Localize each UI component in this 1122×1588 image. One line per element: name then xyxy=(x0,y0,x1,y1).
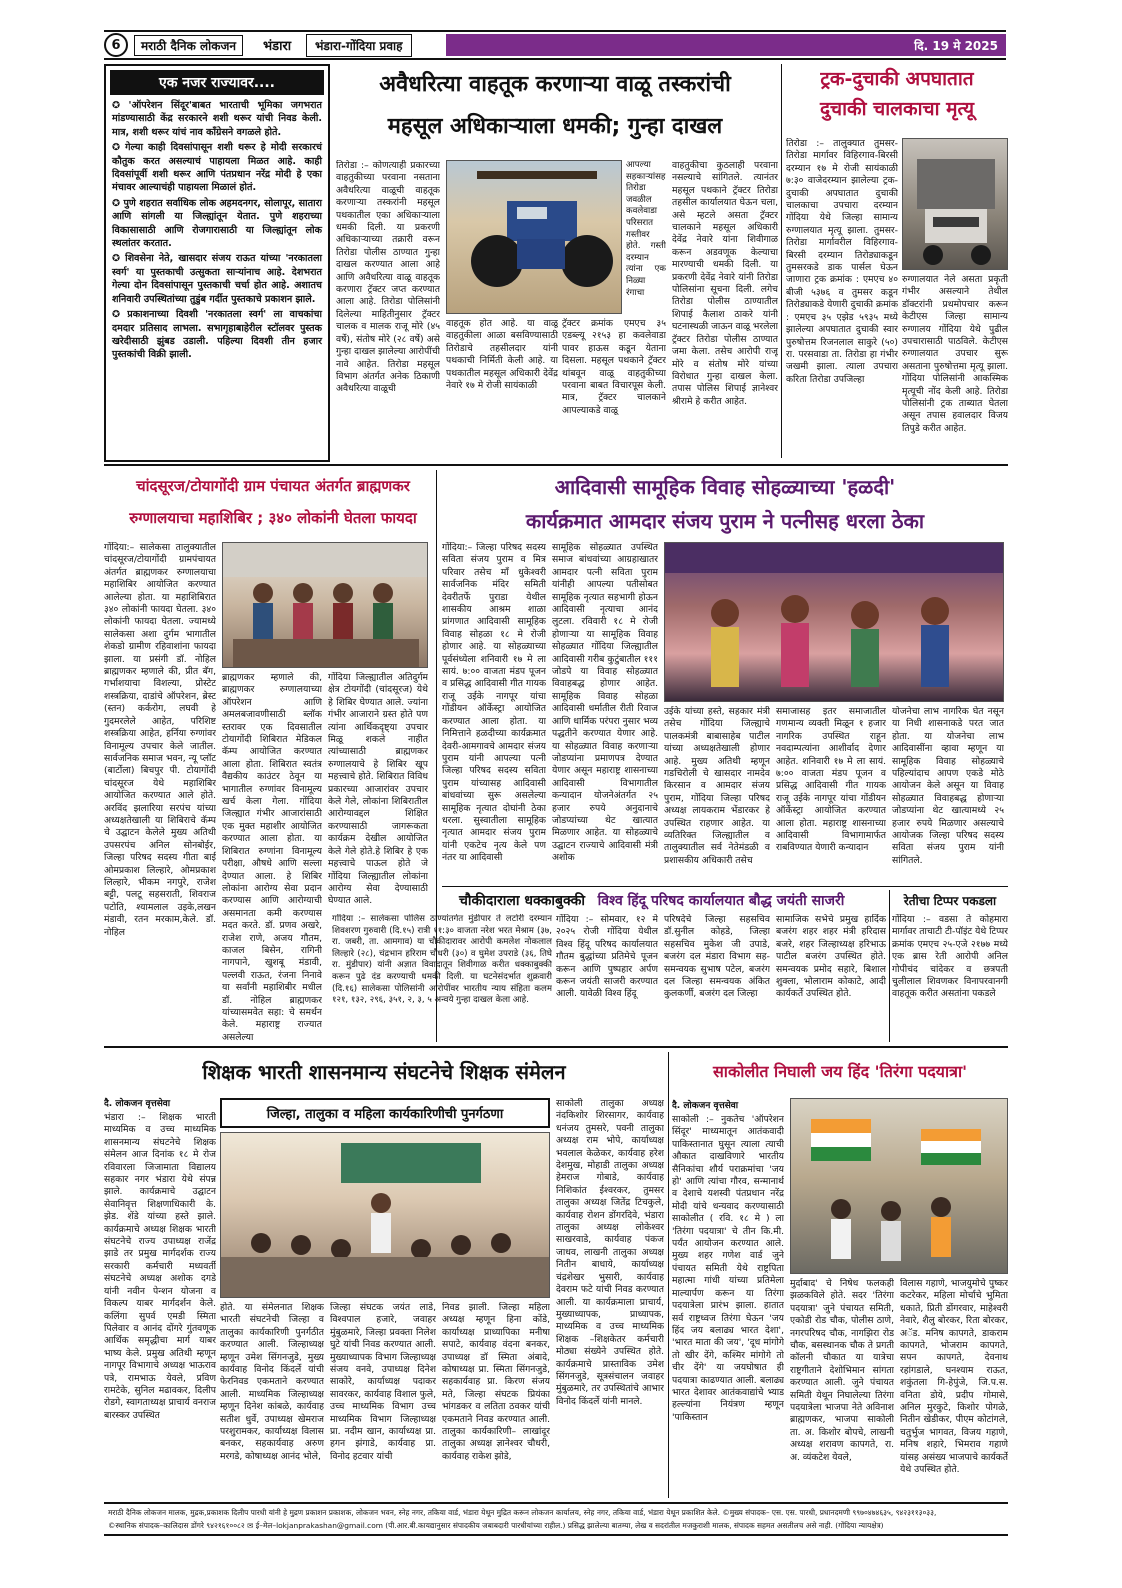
divider xyxy=(104,1046,1008,1048)
story6-headline: विश्व हिंदू परिषद कार्यालयात बौद्ध जयंती साजरी xyxy=(597,893,845,909)
state-news-item: ✪ प्रकाशनाच्या दिवशी 'नरकातला स्वर्ग' ला वाचकांचा दमदार प्रतिसाद लाभला. सभागृहाबाहेरील स्टॉलवर पुस्तक खरेदीसाठी झुंबड उडाली. पहिल्या दिवशी तीन हजार पुस्तकांची विक्री झाली. xyxy=(112,309,322,361)
flag-icon xyxy=(791,1099,1008,1274)
city-label: भंडारा xyxy=(263,39,292,54)
story8-headline: शिक्षक भारती शासनमान्य संघटनेचे शिक्षक संमेलन xyxy=(202,1060,566,1084)
state-news-item: ✪ गेल्या काही दिवसांपासून शशी थरूर हे मोदी सरकारचं कौतुक करत असल्याचं पाहायला मिळत आहे. काही दिवसांपूर्वी शशी थरूर आणि पंतप्रधान नरेंद्र मोदी हे एका मंचावर आल्याचंही पाहायला मिळालं होतं. xyxy=(112,142,322,194)
story4-headline-line2: कार्यक्रमात आमदार संजय पुराम ने पत्नीसह धरला ठेका xyxy=(525,509,925,533)
haldi-ceremony-photo xyxy=(664,542,1004,702)
story2-headline-line1: ट्रक-दुचाकी अपघातात xyxy=(820,68,974,90)
story5-headline: चौकीदाराला धक्काबुक्की xyxy=(459,893,585,909)
story9-byline: दै. लोकजन वृत्तसेवा xyxy=(672,1101,739,1111)
truck-icon xyxy=(903,139,1008,270)
story2-headline-line2: दुचाकी चालकाचा मृत्यू xyxy=(819,98,975,120)
story6-col2: परिषदेचे जिल्हा सहसचिव डॉ.सुनील कोहडे, जिल्हा सहसचिव मुकेश जी उपाडे, बजरंग दल मंडारा विभाग सह-समन्वयक सुभाष पटेल, बजरंग दल जिल्हा समन्वयक अंकित कुलकर्णी, बजरंग दल जिल्हा xyxy=(664,914,770,1000)
tractor-photo xyxy=(446,160,622,314)
story9-headline: साकोलीत निघाली जय हिंद 'तिरंगा पदयात्रा' xyxy=(712,1062,967,1081)
imprint-line2: ©स्थानिक संपादक–कालिदास डोंगरे ९४२१६१००८२ ✉ ई–मेल–lokjanprakashan@gmail.com (पी.आर.बी.कायद्यानुसार संपादकीय जबाबदारी पारधीयांच्या राहील.) प्रसिद्ध झालेल्या बातम्या, लेख व सदरांतील मजकुराशी मालक, संपादक सहमत असतीलच असे नाही. (गोंदिया न्यायक्षेत्र) xyxy=(108,1521,884,1530)
story7-headline: रेतीचा टिप्पर पकडला xyxy=(903,894,997,908)
story8-inset-headline: जिल्हा, तालुका व महिला कार्यकारिणीची पुनर्गठणा xyxy=(266,1107,504,1122)
story3-headline-line2: रुग्णालयाचा महाशिबिर ; ३४० लोकांनी घेतला फायदा xyxy=(129,509,417,527)
tiranga-rally-photo xyxy=(790,1098,1008,1274)
dancers-icon xyxy=(665,543,1004,702)
story3-headline-line1: चांदसूरज/टोयागोंदी ग्राम पंचायत अंतर्गत ब्राह्मणकर xyxy=(136,477,410,495)
story1-col2b: वाहतूक होत आहे. या वाळू वाहतुकीला आळा बसविण्यासाठी तिरोडाचे तहसीलदार यांनी पथकाची निर्मिती केली आहे. या पथकातील महसूल अधिकारी देवेंद्र नेवारे १७ मे रोजी सायंकाळी xyxy=(446,318,558,392)
people-icon xyxy=(223,543,428,668)
teachers-meeting-photo xyxy=(220,1132,550,1298)
story6-col3: सामाजिक सभेचे प्रमुख हार्दिक बजरंग शहर शहर मंत्री हरिदास बजरे, शहर जिल्हाध्यक्ष हरिभाऊ पाटील बजरंग उपस्थित होते. समन्वयक प्रमोद सहारे, बिशाल शुक्ला, भोलाराम कोकाटे, आदी कार्यकर्ते उपस्थित होते. xyxy=(776,914,886,1000)
story4-col1: गोंदिया:– जिल्हा परिषद सदस्य सविता संजय पुराम व मित्र परिवार तसेच माँ धुकेश्वरी सार्वजनिक मंदिर समिती देवरीतर्फे पुराडा येथील शासकीय आश्रम शाळा प्रांगणात आदिवासी सामूहिक विवाह सोहळा १८ मे रोजी होणार आहे. या सोहळ्याच्या पूर्वसंध्येला शनिवारी १७ मे ला सायं. ७:०० वाजता मंडप पूजन व प्रसिद्ध आदिवासी गीत गायक राजू उईके नागपूर यांचा गोंडीयन ऑर्केस्ट्रा आयोजित करण्यात आला होता. या निमित्ताने हळदीच्या कार्यक्रमात देवरी-आमगावचे आमदार संजय पुराम यांनी आपल्या पत्नी जिल्हा परिषद सदस्य सविता पुराम यांच्यासह आदिवासी बांधवांच्या सुरू असलेल्या सामूहिक नृत्यात दोघांनी ठेका धरला. सुस्वातीला सामूहिक नृत्यात आमदार संजय पुराम यांनी एकटेच नृत्य केले पण नंतर या आदिवासी xyxy=(442,542,546,864)
story2-col2: रुग्णालयात नेले असता प्रकृती गंभीर असल्याने तेथील डॉक्टरांनी प्रथमोपचार करून केटीएस जिल्हा सामान्य रुग्णालय गोंदिया येथे पुढील उपचारासाठी पाठविले. केटीएस रुग्णालयात उपचार सुरू असताना पुरुषोत्तमा मृत्यू झाला. गोंदिया पोलिसांनी आकस्मिक मृत्यूची नोंद केली आहे. तिरोडा पोलिसांनी ट्रक ताब्यात घेतला असून तपास हवालदार विजय तिपुडे करीत आहेत. xyxy=(902,274,1008,434)
audience-icon xyxy=(221,1133,550,1298)
imprint-footer xyxy=(104,1502,1008,1536)
story4-col5: योजनेचा लाभ नागरिक घेत नसून या निधी शासनाकडे परत जात होता. या योजनेचा लाभ आदिवासींना व्हावा म्हणून या सामूहिक विवाह सोहळ्याचे पहिल्यांदाच आपण एकडे मोठे आयोजन केले असून या विवाह सोहळ्यात विवाहबद्ध होणाऱ्या जोडप्यांना थेट खात्यामध्ये २५ हजार रुपये मिळणार असल्याचे आयोजक जिल्हा परिषद सदस्य सविता संजय पुराम यांनी सांगितले. xyxy=(892,706,1004,866)
imprint-line1: मराठी दैनिक लोकजन मालक, मुद्रक,प्रकाशक दिलीप पारधी यांनी हे मुद्रण प्रकाशन प्रकाशक, लोकजन भवन, स्नेह नगर, तकिया वार्ड, भंडारा येथून मुद्रित करून लोकजन कार्यालय, स्नेह नगर, तकिया वार्ड, भंडारा येथून प्रकाशित केले. ©मुख्य संपादक– एस. एस. पारधी, प्रधानदमणी ९९७०४७४६३५, ९४२३११३०३३, xyxy=(108,1508,937,1517)
issue-date: दि. 19 मे 2025 xyxy=(914,38,998,53)
section-band xyxy=(315,34,1006,56)
story4-col4: समाजासह इतर समाजातील गणमान्य व्यक्ती मिळून १ हजार नागरिक उपस्थित राहून नवदाम्पत्यांना आशीर्वाद देणार आहेत. शनिवारी १७ मे ला सायं. ७:०० वाजता मंडप पूजन व प्रसिद्ध आदिवासी गीत गायक राजू उईके नागपूर यांचा गोंडीयन ऑर्केस्ट्रा आयोजित करण्यात आला होता. महाराष्ट्र शासनाच्या आदिवासी विभागामार्फत राबविण्यात येणारी कन्यादान xyxy=(776,706,886,854)
story9-col3: विलास गहाणे, भाजयुमोचे पुष्कर कटरेकर, महिला मोर्चाचे भुमिता धकाते, प्रिती डोंगरवार, माहेश्वरी नेवारे, शैलु बोरकर, रिता बोरकर, अॅड. मनिष कापगते, डाकराम कापगते, भोजराम कापगते, सपन कापगते, देवनाथ रहांगडाले, घनश्याम राऊत, शकुंतला गि-हेपुंजे, जि.प.स. वनिता डोये, प्रदीप गोमासे, अनिल मुरकुटे, किशोर पोगळे, नितीन खेडीकर, पीएम कोटांगले, चतुर्भुज भागवत, विजय गहाणे, मनिष शहारे, भिमराव गहाणे यांसह असंख्य भाजपाचे कार्यकर्ते येथे उपस्थित होते. xyxy=(900,1278,1008,1476)
story8-inset-headline-box xyxy=(220,1098,550,1128)
story3-col1: गोंदिया:– सालेकसा तालुक्यातील चांदसूरज/टोयागोंदी ग्रामपंचायत अंतर्गत ब्राह्मणकर रुग्णालयाचा महाशिबिर आयोजित करण्यात आलेल्या होता. या महाशिबिरात ३४० लोकांनी फायदा घेतला. ३४० लोकांनी फायदा घेतला. ज्यामध्ये सालेकसा अशा दुर्गम भागातील शेकडो ग्रामीण रहिवाशांना फायदा झाला. या प्रसंगी डॉ. नोहिल ब्राह्मणकर म्हणाले की, प्रीत बॅग, गर्भाशयाचा विशल्या, प्रोस्टेट शस्त्रक्रिया, दाडांचे ऑपरेशन, ब्रेस्ट (स्तन) कर्करोग, लघवी हे गुदमरलेले आहेत, परिशिष्ट शस्त्रक्रिया आहेत, हर्निया रुग्णांवर विनामूल्य उपचार केले जातील. सार्वजनिक समाज भवन, न्यू प्लॉट (बार्टोला) बिचपुर पी. टोयागोंदी चांदसूरज येथे महाशिबिर आयोजित करण्यात आले होते. अरविंद झलारिया सरपंच यांच्या अध्यक्षतेखाली या शिबिराचे कॅम्प चे उद्घाटन केलेले मुख्य अतिथी उपसरपंच अनिल सोनबोईर, जिल्हा परिषद सदस्य गीता बाई ओमप्रकाश लिल्हारे, ओमप्रकाश लिल्हारे, भीकम नगपुरे, राजेश बट्टी, पलटू सहसराती, शिवराज पटोति, श्यामलाल उइके,लखन मंडावी, रतन मरकाम,केले. डॉ. नोहिल xyxy=(104,542,216,938)
story2-col1: तिरोडा :– तालुक्यात तुमसर-तिरोडा मार्गावर विहिरगाव-बिरसी दरम्यान १७ मे रोजी सायंकाळी ७:३० वाजेदरम्यान झालेल्या ट्रक-दुचाकी अपघातात दुचाकी चालकाचा उपचारा दरम्यान गोंदिया येथे जिल्हा सामान्य रुग्णालयात मृत्यू झाला. तुमसर-तिरोडा मार्गावरील विहिरगाव-बिरसी दरम्यान तिरोड्याकडून तुमसरकडे डाक पार्सल घेऊन जाणारा ट्रक क्रमांक : एमएच ४० बीजी ५३७६ व तुमसर कडून तिरोड्याकडे येणारी दुचाकी क्रमांक : एमएच ३५ एझेड ५९३५ मध्ये झालेल्या अपघातात दुचाकी स्वार पुरुषोत्तम रिजनलाल साकुरे (५०) रा. परसवाडा ता. तिरोडा हा गंभीर जखमी झाला. त्याला उपचारा करिता तिरोडा उपजिल्हा xyxy=(786,138,898,385)
story8-col5: साकोली तालुका अध्यक्ष नंदकिशोर शिरसागर, कार्यवाह धनंजय तुमसरे, पवनी तालुका अध्यक्ष राम भोपे, कार्याध्यक्ष भवलाल केळेकर, कार्यवाह हरेश देशमुख, मोहाडी तालुका अध्यक्ष हेमराज गोबाडे, कार्यवाह निशिकांत ईश्वरकर, तुमसर तालुका अध्यक्ष जितेंद्र टिचकुले, कार्यवाह रोशन डोंगरदिवे, भंडारा तालुका अध्यक्ष लोकेश्वर साखरवाडे, कार्यवाह पंकज जाधव, लाखनी तालुका अध्यक्ष नितीन बाधाये, कार्याध्यक्ष चंद्रशेखर भुसारी, कार्यवाह देवराम फटे यांची निवड करण्यात आली. या कार्यक्रमाला प्राचार्य, मुख्याध्यापक, प्राध्यापक, माध्यमिक व उच्च माध्यमिक शिक्षक –शिक्षकेतर कर्मचारी मोठ्या संख्येने उपस्थित होते. कार्यक्रमाचे प्रास्ताविक उमेश सिंगनजुडे, सूत्रसंचालन जवाहर मुंबुळमारे, तर उपस्थितांचे आभार विनोद किंदर्ले यांनी मानले. xyxy=(556,1098,664,1407)
story9-col1: साकोली :– नुकतेच 'ऑपरेशन सिंदूर' माध्यमातून आतंकवादी पाकिस्तानात घुसून त्याला त्याची औकात दाखविणारे भारतीय सैनिकांचा शौर्य पराक्रमांचा 'जय हो' आणि त्यांचा गौरव, सन्मानार्थ व देशाचे यशस्वी पंतप्रधान नरेंद्र मोदी यांचे धन्यवाद करण्यासाठी साकोलीत ( रवि. १८ मे ) ला 'तिरंगा पदयात्रा' चे तीन कि.मी. पर्यंत आयोजन करण्यात आले. मुख्य शहर गणेश वार्ड जुने पंचायत समिती येथे राष्ट्रपिता महात्मा गांधी यांच्या प्रतिमेला माल्यार्पण करून या तिरंगा पदयात्रेला प्रारंभ झाला. हातात सर्व राष्ट्रध्वज तिरंगा घेऊन 'जय हिंद जय बलाढ्य भारत देशा', 'भारत माता की जय', 'दूध मांगोगे तो खीर देंगे, कश्मिर मांगोगे तो चीर देंगे' या जयघोषात ही पदयात्रा काढण्यात आली. बलाढ्य भारत देशावर आतंकवाद्यांचे भ्याड हल्ल्यांना नियंत्रण म्हणून 'पाकिस्तान xyxy=(672,1114,784,1423)
story1-col1: तिरोडा :– कोणत्याही प्रकारच्या वाहतुकीच्या परवाना नसताना अवैधरित्या वाळूची वाहतूक करणाऱ्या तस्करांनी महसूल पथकातील एका अधिकाऱ्याला धमकी दिली. या प्रकरणी अधिकाऱ्याच्या तक्रारी वरून तिरोडा पोलीस ठाण्यात गुन्हा दाखल करण्यात आला आहे आणि अवैधरित्या वाळू वाहतूक करणारा ट्रॅक्टर जप्त करण्यात आला आहे. तिरोडा पोलिसांनी दिलेल्या माहितीनुसार ट्रॅक्टर चालक व मालक राजू मोरे (४५ वर्षे), संतोष मोरे (२८ वर्षे) असे गुन्हा दाखल झालेल्या आरोपींची नावे आहेत. तिरोडा महसूल विभाग अंतर्गत अनेक ठिकाणी अवैधरित्या वाळूची xyxy=(336,160,440,395)
state-news-title: एक नजर राज्यावर.... xyxy=(110,70,324,95)
story3-col2: ब्राह्मणकर म्हणाले की, ब्राह्मणकर रुग्णालयाच्या ऑपरेशन आणि अमलबजावणीसाठी ब्लॉक स्तरावर एक दिवसातील टोयागोंदी शिबिरात मेडिकल कॅम्प आयोजित करण्यात आला होता. शिबिरात स्वतंत्र वैद्यकीय काउंटर ठेवून या भागातील रुग्णांवर विनामूल्य खर्च केला गेला. गोंदिया जिल्ह्यात गंभीर आजारांसाठी एक मुक्त महाशीर आयोजित करण्यात आला होता. या शिबिरात रुग्णांना विनामूल्य परीक्षा, औषधे आणि सल्ला देण्यात आला. हे शिबिर लोकांना आरोग्य सेवा प्रदान करण्यास आणि आरोग्याची असमानता कमी करण्यास मदत करते. डॉ. प्रणव अखरे, राजेश राणे, अजय गौतम, काजल बिसेन, रागिनी नागपाने, खुशबू मंडावी, पल्लवी राऊत, रंजना निनावे या सर्वांनी महाशिबीर मधील डॉ. नोहिल ब्राह्मणकर यांच्यासमवेत सहा: चे समर्थन केले. महाराष्ट्र राज्यात असलेल्या xyxy=(222,672,322,1042)
story1-col3: ट्रॅक्टर क्रमांक एमएच ३५ एडब्ल्यू २१५३ हा कवलेवाडा पावर हाऊस कडून येताना दिसला. महसूल पथकाने ट्रॅक्टर थांबवून वाळू वाहतुकीच्या परवाना बाबत विचारपूस केली. मात्र, ट्रॅक्टर चालकाने आपल्याकडे वाळू xyxy=(562,318,666,416)
story1-headline-line1: अवैधरित्या वाहतूक करणाऱ्या वाळू तस्करांची xyxy=(379,72,731,97)
story1-headline-line2: महसूल अधिकाऱ्याला धमकी; गुन्हा दाखल xyxy=(387,114,723,139)
divider xyxy=(889,890,890,1042)
story4-headline xyxy=(442,470,1008,538)
story4-col2: सामूहिक सोहळ्यात उपस्थित समाज बांधवांच्या आग्रहाखातर आमदार पत्नी सविता पुराम यांनीही आपल्या पतीसोबत सामूहिक नृत्यात सहभागी होऊन आदिवासी नृत्याचा आनंद लुटला. रविवारी १८ मे रोजी होणाऱ्या या सामूहिक विवाह सोहळ्यात गोंदिया जिल्ह्यातील आदिवासी गरीब कुटुंबातील १११ जोडपे या विवाह सोहळ्यात विवाहबद्ध होणार आहेत. सामूहिक विवाह सोहळा आदिवासी धर्मातील रीती रिवाज आणि धार्मिक परंपरा नुसार भव्य पद्धतीने करण्यात येणार आहे. या सोहळ्यात विवाह करणाऱ्या जोडप्यांना प्रमाणपत्र देण्यात येणार असून महाराष्ट्र शासनाच्या आदिवासी विभागातील कन्यादान योजनेअंतर्गत २५ हजार रुपये अनुदानाचे जोडप्यांच्या थेट खात्यात मिळणार आहेत. या सोहळ्याचे उद्घाटन राज्याचे आदिवासी मंत्री अशोक xyxy=(552,542,658,864)
story8-col2: होते. या संमेलनात शिक्षक भारती संघटनेची जिल्हा व तालुका कार्यकारिणी पुनर्गठीत करण्यात आली. जिल्हाध्यक्ष म्हणून उमेश सिंगनजुडे, मुख्य कार्यवाह विनोद किंदर्ले यांची फेरनिवड एकमताने करण्यात आली. माध्यमिक जिल्हाध्यक्ष म्हणून दिनेश कांबळे, कार्यवाह सतीश धुर्वे, उपाध्यक्ष खेमराज परशुरामकर, कार्याध्यक्ष विलास बनकर, सहकार्यवाह अरुण मरगडे, कोषाध्यक्ष आनंद भोले, xyxy=(220,1302,324,1462)
divider xyxy=(442,886,1008,887)
section-title: भंडारा-गोंदिया प्रवाह xyxy=(306,34,412,57)
story8-col4: निवड झाली. जिल्हा महिला अध्यक्ष म्हणून हिना कोंडे, कार्याध्यक्ष प्राध्यापिका मनीषा सपाटे, कार्यवाह वंदना बनकर, उपाध्यक्ष डॉ स्मिता अंबादे, कोषाध्यक्ष प्रा. स्मिता सिंगनजुडे, सहकार्यवाह प्रा. किरण संजय मते, जिल्हा संघटक प्रियंका भांगडकर व लतिता ठवकर यांची एकमताने निवड करण्यात आली. तालुका कार्यकारिणी– लाखांदूर तालुका अध्यक्ष ज्ञानेश्वर चौधरी, कार्यवाह राकेश झोडे, xyxy=(442,1302,550,1462)
story9-col2: मुर्दाबाद' चे निषेध फलकही झळकविले होते. सदर 'तिरंगा पदयात्रा' जुने पंचायत समिती, एकोडी रोड चौक, पोलीस ठाणे, नगरपरिषद चौक, नागझिरा रोड चौक, बसस्थानक चौक ते प्रगती कॉलनी चौकात या यात्रेचा राष्ट्रगीताने देशोभिमान सांगता करण्यात आली. जुने पंचायत समिती येथून निघालेल्या तिरंगा पदयात्रेला भाजपा नेते अविनाश ब्राह्मणकर, भाजपा साकोली ता. अ. किशोर बोपचे, लाखनी अध्यक्ष शरावण कापगते, रा. अ. व्यंकटेश येवले, xyxy=(790,1278,894,1463)
story1-headline xyxy=(336,64,774,156)
state-news-item: ✪ शिवसेना नेते, खासदार संजय राऊत यांच्या 'नरकातला स्वर्ग' या पुस्तकाची उत्सुकता साऱ्यांनाच आहे. देशभरात गेल्या दोन दिवसांपासून पुस्तकाची चर्चा होत आहे. अशातच शनिवारी उपस्थितांच्या तुडुंब गर्दीत पुस्तकाचे प्रकाशन झाले. xyxy=(112,253,322,305)
masthead xyxy=(104,30,1006,60)
medical-camp-photo xyxy=(222,542,428,668)
story3-headline xyxy=(104,470,442,538)
story1-col2a: आपल्या सहकाऱ्यांसह तिरोडा जवळील कवलेवाडा परिसरात गस्तीवर होते. गस्ती दरम्यान त्यांना एक निळ्या रंगाचा xyxy=(626,160,666,298)
story4-headline-line1: आदिवासी सामूहिक विवाह सोहळ्याच्या 'हळदी' xyxy=(554,475,896,499)
state-news-box xyxy=(104,64,330,462)
story5-body: गोंदिया :– सालेकसा पोलिस ठाण्यांतर्गत मुंडीपार ते लटोरी दरम्यान शिवशरण गुरुवारी (दि.१५) रात्री ११:३० वाजता नरेश भरत मेश्राम (३७, रा. जबरी, ता. आमगाव) या चौकीदारावर आरोपी कमलेश नोकलाल लिल्हारे (२८), चंद्रभान हरिराम चौधरी (३०) व घुमेश उपराडे (३६, तिघे रा. मुंडीपार) यांनी अज्ञात विवादातून शिवीगाळ करीत धक्काबुक्की करून पुढे दंड करण्याची धमकी दिली. या घटनेसंदर्भात शुक्रवारी (दि.१६) सालेकसा पोलिसांनी आरोपींवर भारतीय न्याय संहिता कलम १२१, १३२, २९६, ३५१, २, ३, ५ अन्वये गुन्हा दाखल केला आहे. xyxy=(332,914,552,1006)
state-news-item: ✪ पुणे शहरात सर्वाधिक लोक अहमदनगर, सोलापूर, सातारा आणि सांगली या जिल्ह्यांतून येतात. पुणे शहराच्या विकासासाठी आणि रोजगारासाठी या जिल्ह्यांतून लोक स्थलांतर करतात. xyxy=(112,197,322,250)
truck-photo xyxy=(902,138,1008,270)
story7-body: गोंदिया :– वडसा ते कोहमारा मार्गावर ताचाटी टी-पॉइंट येथे टिप्पर क्रमांक एमएच २५-एजे २१७७ मध्ये एक ब्रास रेती आरोपी अनिल गोपीचंद चांदेकर व छत्रपती चुलीलाल शिवणकर विनापरवानगी वाहतूक करीत असतांना पकडले xyxy=(892,914,1008,1000)
story8-col3: जिल्हा संघटक जयंत लाडे, विश्वपाल हजारे, जवाहर मुंबुळमारे, जिल्हा प्रवक्ता निलेश घुटे यांची निवड करण्यात आली. मुख्याध्यापक विभाग जिल्हाध्यक्ष संजय वनवे, उपाध्यक्ष दिनेश साकोरे, कार्याध्यक्ष पदाकर सावरकर, कार्यवाह विशाल फुले, उच्च माध्यमिक विभाग उच्च माध्यमिक विभाग जिल्हाध्यक्ष प्रा. नदीम खान, कार्याध्यक्ष प्रा. हगन झंगाडे, कार्यवाह प्रा. विनोद हटवार यांची xyxy=(330,1302,436,1462)
divider xyxy=(104,464,1008,466)
story8-byline: दै. लोकजन वृत्तसेवा xyxy=(104,1099,171,1109)
story4-col3: उईके यांच्या हस्ते, सहकार मंत्री तसेच गोंदिया जिल्ह्याचे पालकमंत्री बाबासाहेब पाटील यांच्या अध्यक्षतेखाली होणार आहे. मुख्य अतिथी म्हणून गडचिरोली चे खासदार नामदेव किरसान व आमदार संजय पुराम, गोंदिया जिल्हा परिषद अध्यक्ष लायकराम भेंडारकर हे उपस्थित राहणार आहेत. या व्यतिरिक्त जिल्ह्यातील व तालुक्यातील सर्व नेतेमंडळी व प्रशासकीय अधिकारी तसेच xyxy=(664,706,770,866)
story2-headline xyxy=(786,64,1008,134)
divider xyxy=(781,64,782,458)
state-news-item: ✪ 'ऑपरेशन सिंदूर'बाबत भारताची भूमिका जगभरात मांडण्यासाठी केंद्र सरकारने शशी थरूर यांची निवड केली. मात्र, शशी थरूर यांचं नाव काँग्रेसने वगळले होते. xyxy=(112,100,322,138)
story6-col1: गोंदिया :– सोमवार, १२ मे २०२५ रोजी गोंदिया येथील विश्व हिंदू परिषद कार्यालयात गौतम बुद्धांच्या प्रतिमेचे पूजन करून आणि पुष्पहार अर्पण करून जयंती साजरी करण्यात आली. यावेळी विश्व हिंदू xyxy=(556,914,658,1000)
divider xyxy=(668,1052,669,1498)
tractor-icon xyxy=(447,161,622,314)
story1-col4: वाहतुकीचा कुठलाही परवाना नसल्याचे सांगितले. त्यानंतर महसूल पथकाने ट्रॅक्टर तिरोडा तहसील कार्यालयात घेऊन चला, असे म्हटले असता ट्रॅक्टर चालकाने महसूल अधिकारी देवेंद्र नेवारे यांना शिवीगाळ करून अडवणूक केल्याचा मारण्याची धमकी दिली. या प्रकरणी देवेंद्र नेवारे यांनी तिरोडा पोलिसांना सूचना दिली. लगेच तिरोडा पोलीस ठाण्यातील शिपाई कैलाश ठाकरे यांनी घटनास्थळी जाऊन वाळू भरलेला ट्रॅक्टर तिरोडा पोलीस ठाण्यात जमा केला. तसेच आरोपी राजू मोरे व संतोष मोरे यांच्या विरोधात गुन्हा दाखल केला. तपास पोलिस शिपाई ज्ञानेश्वर श्रीरामे हे करीत आहेत. xyxy=(672,160,778,407)
story3-col3: गोंदिया जिल्ह्यातील अतिदुर्गम क्षेत्र टोयगोंदी (चांदसूरज) येथे हे शिबिर घेण्यात आले. ज्यांना गंभीर आजाराने ग्रस्त होते पण त्यांना आर्थिकदृष्ट्या उपचार मिळू शकले नाहीत त्यांच्यासाठी ब्राह्मणकर रुग्णालयाचे हे शिबिर खूप महत्त्वाचे होते. शिबिरात विविध प्रकारच्या आजारांवर उपचार केले गेले, लोकांना शिबिरातील आरोग्यावद्दल शिक्षित करण्यासाठी जागरूकता कार्यक्रम देखील आयोजित केले गेले होते.हे शिबिर हे एक महत्त्वाचे पाऊल होते जे गोंदिया जिल्ह्यातील लोकांना आरोग्य सेवा देण्यासाठी घेण्यात आले. xyxy=(328,672,428,907)
page-number: 6 xyxy=(104,33,128,57)
paper-name: मराठी दैनिक लोकजन xyxy=(134,35,243,56)
story8-col1: भंडारा :– शिक्षक भारती माध्यमिक व उच्च माध्यमिक शासनमान्य संघटनेचे शिक्षक संमेलन आज दिनांक १८ मे रोज रविवारला जिजामाता विद्यालय सहकार नगर भंडारा येथे संपन्न झाले. कार्यक्रमाचे उद्घाटन सेवानिवृत्त शिक्षणाधिकारी के. झेड. शेंडे यांच्या हस्ते झाले. कार्यक्रमाचे अध्यक्ष शिक्षक भारती संघटनेचे राज्य उपाध्यक्ष राजेंद्र झाडे तर प्रमुख मार्गदर्शक राज्य सरकारी कर्मचारी मध्यवर्ती संघटनेचे अध्यक्ष अशोक दगडे यांनी नवीन पेन्शन योजना व विकल्प याबर मार्गदर्शन केले. कलिंगा सुपर्व एमडी स्मिता पिलेवार व आनंद दोंगरे गुंतवणूक आर्थिक समृद्धीचा मार्ग याबर भाष्य केले. प्रमुख अतिथी म्हणून नागपूर विभागाचे अध्यक्ष भाऊराव पत्रे, रामभाऊ येवले, प्रविण रामटेके, सुनिल मढावकर, दिलीप रोडगे, स्वागताध्यक्ष प्राचार्य वनराज बारस्कर उपस्थित xyxy=(104,1112,216,1421)
